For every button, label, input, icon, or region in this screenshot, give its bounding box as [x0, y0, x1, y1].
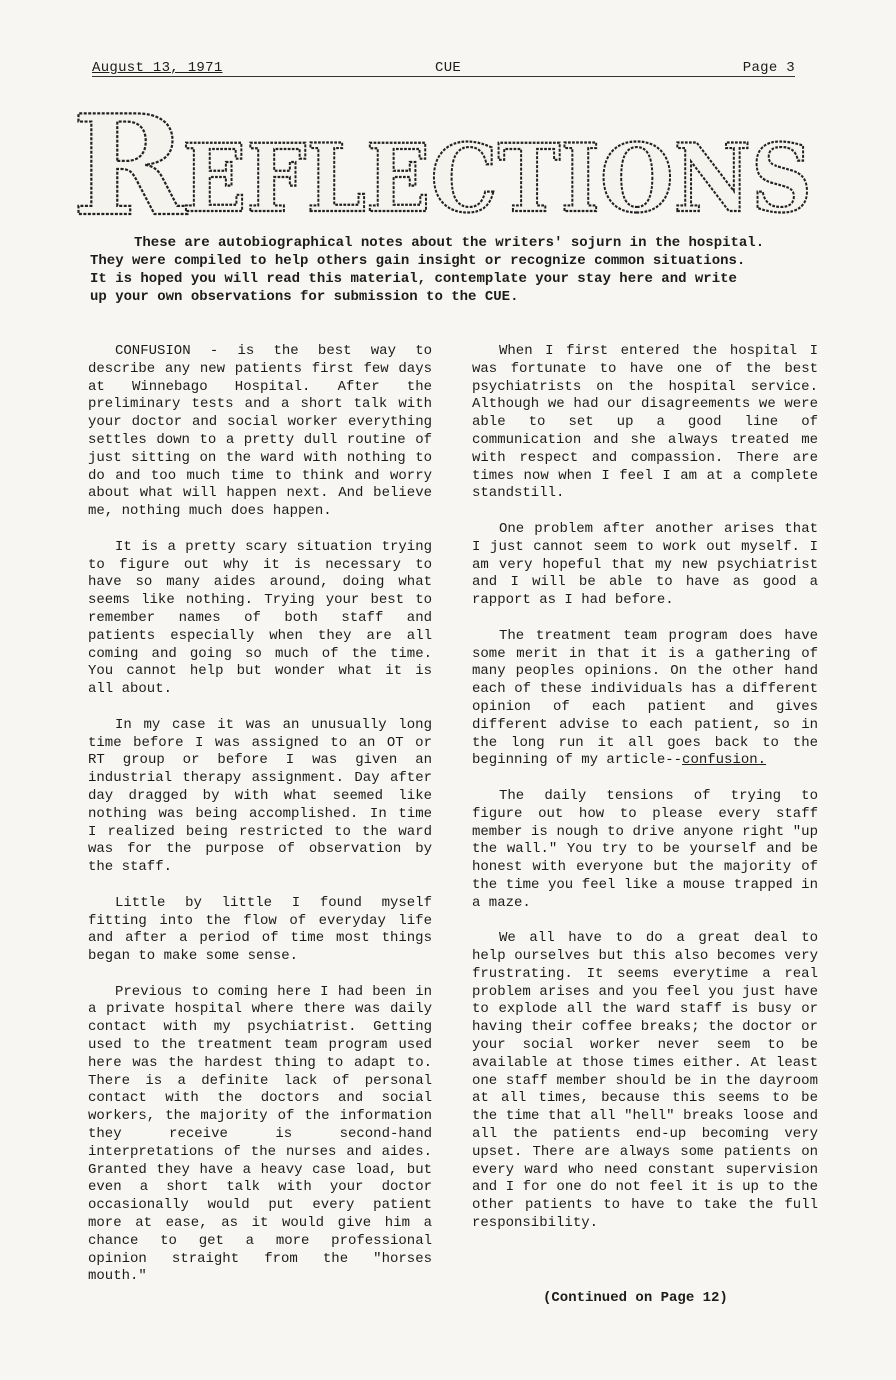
- intro-line: They were compiled to help others gain insight or recognize common situations.: [90, 253, 746, 269]
- issue-date: August 13, 1971: [92, 60, 223, 76]
- article-paragraph: Little by little I found myself fitting into the flow of everyday life and after a period of time most things began to make some sense.: [88, 894, 432, 965]
- article-paragraph: In my case it was an unusually long time before I was assigned to an OT or RT group or before I was given an industrial therapy assignment. Day after day dragged by with what seemed like nothing was being accomplished. In time I realized being restricted to the ward was for the purpose of observation by the staff.: [88, 716, 432, 876]
- article-paragraph: When I first entered the hospital I was fortunate to have one of the best psychiatrists on the hospital service. Although we had our disagreements we were able to set up a good line of communication and she always treated me with respect and compassion. There are times now when I feel I am at a complete standstill.: [472, 343, 818, 502]
- article-paragraph: It is a pretty scary situation trying to figure out why it is necessary to have so many aides around, doing what seems like nothing. Trying your best to remember names of both staff and patients especially when they are all coming and going so much of the time. You cannot help but wonder what it is all about.: [88, 538, 432, 698]
- reflections-banner: [70, 96, 815, 224]
- article-paragraph: CONFUSION - is the best way to describe any new patients first few days at Winnebago Hospital. After the preliminary tests and a short talk with your doctor and social worker everything settles down to a pretty dull routine of just sitting on the ward with nothing to do and too much time to think and worry about what will happen next. And believe me, nothing much does happen.: [88, 343, 432, 520]
- article-paragraph: We all have to do a great deal to help ourselves but this also becomes very frustrating. It seems everytime a real problem arises and you feel you just have to explode all the ward staff is busy or having their coffee breaks; the doctor or your social worker never seem to be available at those times either. At least one staff member should be in the dayroom at all times, because this seems to be the time that all "hell" breaks loose and all the patients end-up becoming very upset. There are always some patients on every ward who need constant supervision and I for one do not feel it is up to the other patients to have to take the full responsibility.: [472, 930, 818, 1232]
- right-column: [472, 343, 818, 1251]
- intro-line: These are autobiographical notes about the writers' sojurn in the hospital.: [134, 235, 765, 251]
- banner-initial-letter: R: [72, 96, 187, 224]
- intro-paragraph: [90, 234, 812, 306]
- header-rule: [92, 76, 795, 77]
- intro-line: up your own observations for submission to the CUE.: [90, 289, 519, 305]
- underlined-word: confusion.: [682, 752, 767, 769]
- page-number: Page 3: [742, 60, 795, 76]
- page-header: [92, 60, 795, 80]
- continued-note: (Continued on Page 12): [543, 1290, 728, 1306]
- article-paragraph: One problem after another arises that I just cannot seem to work out myself. I am very hopeful that my new psychiatrist and I will be able to have as good a rapport as I had before.: [472, 520, 818, 609]
- publication-name: CUE: [435, 60, 462, 76]
- paragraph-text: The treatment team program does have some merit in that it is a gathering of many peoples opinions. On the other hand each of these individuals has a different opinion of each patient and gives different advise to each patient, so in the long run it all goes back to the beginning of my article--: [472, 627, 818, 769]
- article-paragraph: [472, 628, 818, 770]
- banner-remaining-letters: EFLECTIONS: [182, 124, 812, 224]
- banner-graphic: [70, 96, 815, 224]
- article-paragraph: Previous to coming here I had been in a private hospital where there was daily contact with my psychiatrist. Getting used to the treatment team program used here was the hardest thing to adapt to. There is a definite lack of personal contact with the doctors and social workers, the majority of the information they receive is second-hand interpretations of the nurses and aides. Granted they have a heavy case load, but even a short talk with your doctor occasionally would put every patient more at ease, as it would give him a chance to get a more professional opinion straight from the "horses mouth.": [88, 983, 432, 1285]
- left-column: [88, 343, 432, 1304]
- article-paragraph: The daily tensions of trying to figure out how to please every staff member is nough to drive anyone right "up the wall." You try to be yourself and be honest with everyone but the majority of the time you feel like a mouse trapped in a maze.: [472, 787, 818, 911]
- intro-line: It is hoped you will read this material, contemplate your stay here and write: [90, 271, 737, 287]
